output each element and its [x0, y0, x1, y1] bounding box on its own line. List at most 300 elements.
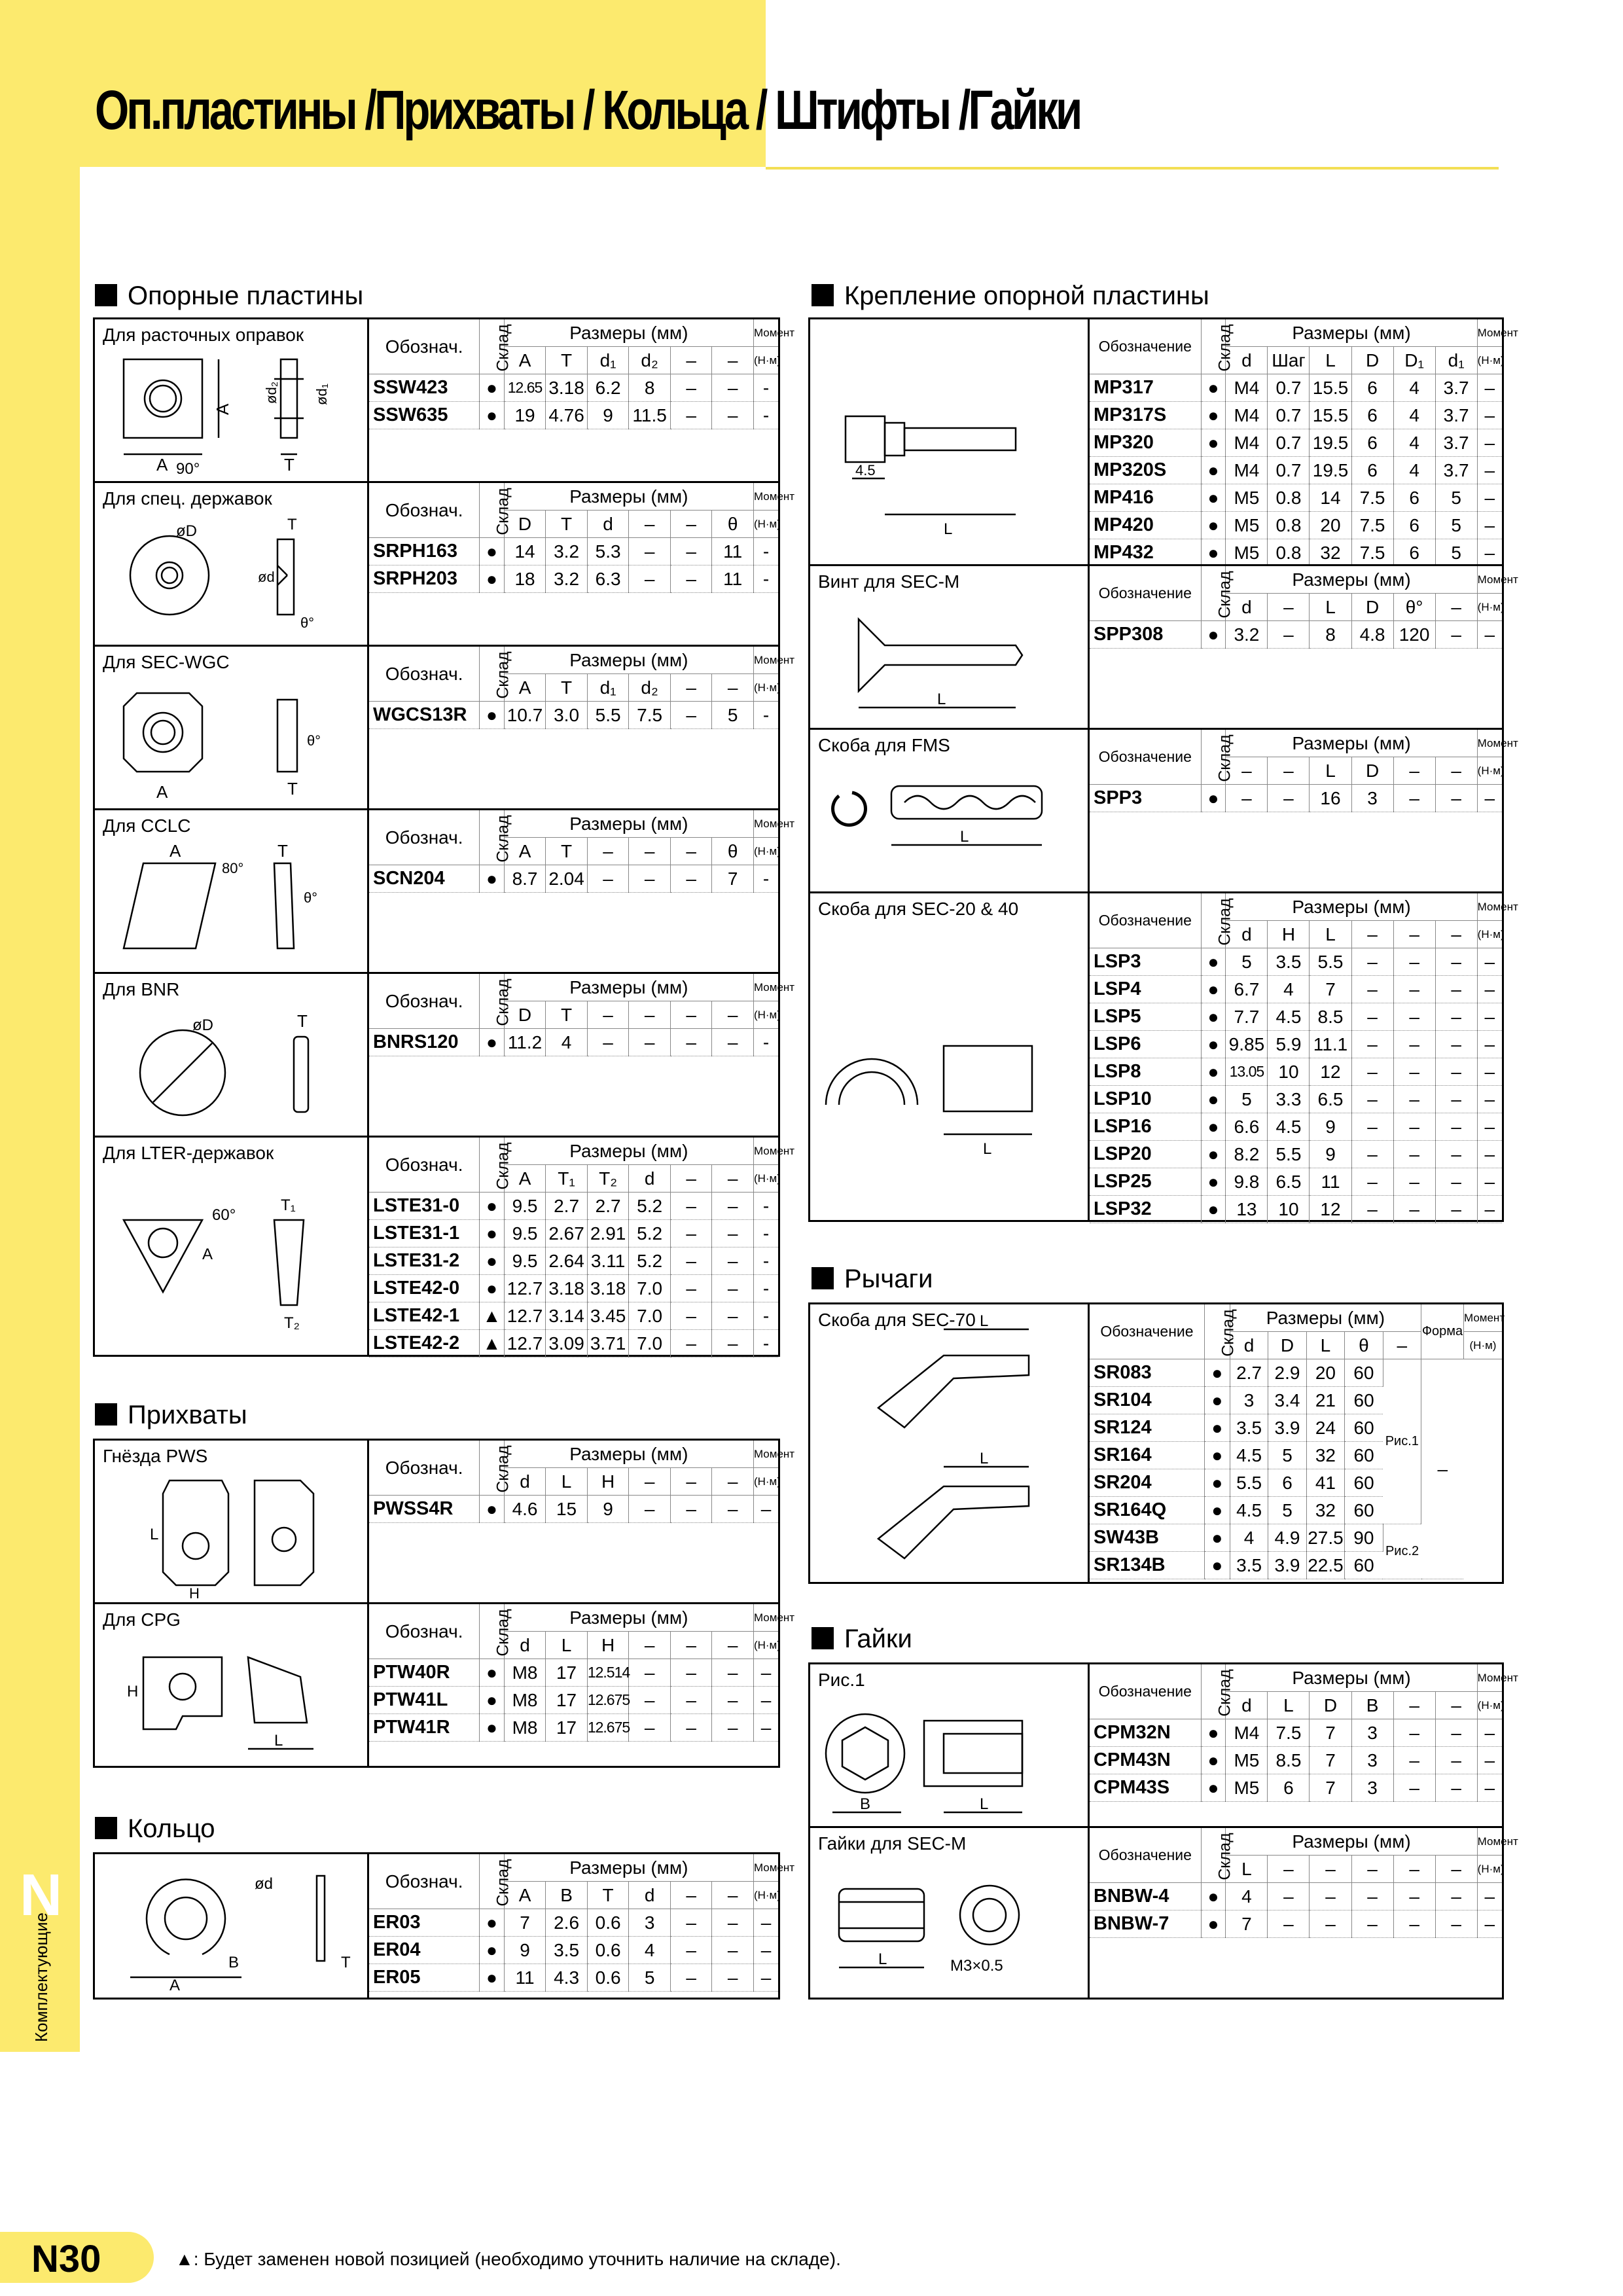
col-header: –: [1435, 757, 1477, 785]
product-code: MP320: [1090, 429, 1201, 457]
value-cell: 3.7: [1435, 402, 1477, 429]
block-label: Скоба для FMS: [818, 735, 950, 755]
value-cell: 7: [1226, 1910, 1268, 1938]
stock-mark: ●: [1201, 1774, 1226, 1802]
value-cell: 3.7: [1435, 429, 1477, 457]
block-ptw: [93, 1602, 795, 1768]
value-cell: 3.14: [546, 1302, 588, 1330]
col-header: d: [629, 1882, 671, 1909]
value-cell: 8.7: [504, 865, 546, 893]
col-header: B: [1351, 1692, 1393, 1719]
value-cell: –: [1435, 1113, 1477, 1141]
svg-text:T: T: [287, 516, 297, 533]
value-cell: 7: [1310, 1719, 1351, 1747]
forma-cell: Рис.2: [1383, 1524, 1421, 1579]
product-code: LSTE31-0: [369, 1193, 480, 1220]
value-cell: -: [753, 1275, 778, 1302]
value-cell: 0.8: [1268, 539, 1310, 567]
value-cell: 60: [1345, 1359, 1383, 1387]
product-code: LSP3: [1090, 948, 1201, 976]
value-cell: –: [1477, 621, 1502, 649]
value-cell: 5: [1268, 1442, 1306, 1469]
product-code: WGCS13R: [369, 702, 480, 729]
value-cell: 6: [1351, 429, 1393, 457]
product-code: LSTE42-0: [369, 1275, 480, 1302]
value-cell: –: [1435, 1031, 1477, 1058]
moment-unit: (Н·м): [753, 1632, 778, 1659]
col-header: A: [504, 347, 546, 374]
block-scn: [93, 808, 795, 974]
product-code: LSP8: [1090, 1058, 1201, 1086]
value-cell: 0.7: [1268, 429, 1310, 457]
value-cell: –: [712, 1687, 754, 1714]
value-cell: –: [1393, 1031, 1435, 1058]
value-cell: –: [670, 1029, 712, 1056]
value-cell: 3.18: [587, 1275, 629, 1302]
value-cell: –: [670, 1496, 712, 1523]
value-cell: –: [1393, 1774, 1435, 1802]
col-header: d: [1226, 347, 1268, 374]
value-cell: –: [629, 1496, 671, 1523]
value-cell: 0.6: [587, 1937, 629, 1964]
value-cell: 0.7: [1268, 374, 1310, 402]
section-rychagi: [812, 1265, 933, 1294]
moment-unit: (Н·м): [753, 1468, 778, 1496]
value-cell: 4.5: [1230, 1497, 1268, 1524]
value-cell: –: [1477, 1883, 1502, 1910]
value-cell: –: [1477, 1168, 1502, 1196]
col-header: –: [670, 1001, 712, 1029]
svg-text:L: L: [980, 1312, 989, 1330]
moment-unit: (Н·м): [753, 347, 778, 374]
product-code: SRPH203: [369, 565, 480, 593]
col-header: D: [1268, 1332, 1306, 1359]
value-cell: 12.675: [587, 1687, 629, 1714]
value-cell: 7: [504, 1909, 546, 1937]
code-header: Обознач.: [369, 974, 480, 1029]
sklad-header: [1204, 1304, 1238, 1359]
value-cell: –: [1268, 1883, 1310, 1910]
value-cell: 6: [1268, 1774, 1310, 1802]
svg-text:60°: 60°: [212, 1206, 236, 1224]
value-cell: –: [670, 374, 712, 402]
value-cell: 4.5: [1268, 1113, 1310, 1141]
value-cell: 60: [1345, 1414, 1383, 1442]
sklad-header: [480, 319, 512, 374]
sklad-header: [1201, 566, 1234, 621]
value-cell: –: [1351, 1003, 1393, 1031]
value-cell: –: [670, 1193, 712, 1220]
value-cell: 11: [504, 1964, 546, 1992]
value-cell: –: [629, 865, 671, 893]
sklad-header: [480, 483, 512, 538]
col-header: d: [504, 1468, 546, 1496]
value-cell: –: [1393, 1747, 1435, 1774]
value-cell: –: [1393, 1910, 1435, 1938]
stock-mark: ●: [1201, 621, 1226, 649]
moment-cell: –: [1421, 1359, 1464, 1579]
stock-mark: ●: [1201, 512, 1226, 539]
value-cell: –: [753, 1714, 778, 1742]
stock-mark: ●: [480, 1964, 505, 1992]
value-cell: 7: [1310, 1774, 1351, 1802]
block-spp308: [808, 564, 1518, 730]
stock-mark: ●: [1201, 1910, 1226, 1938]
value-cell: 3.18: [546, 1275, 588, 1302]
value-cell: 6.3: [587, 565, 629, 593]
value-cell: –: [1351, 1113, 1393, 1141]
value-cell: –: [1393, 785, 1435, 812]
value-cell: 32: [1306, 1442, 1344, 1469]
stock-mark: ▲: [480, 1302, 505, 1330]
stock-mark: ●: [1204, 1414, 1230, 1442]
value-cell: 10: [1268, 1196, 1310, 1223]
lste-table: [367, 1138, 795, 1355]
value-cell: 4.76: [546, 402, 588, 429]
product-code: SSW423: [369, 374, 480, 402]
value-cell: 9: [1310, 1113, 1351, 1141]
stock-mark: ●: [1201, 1747, 1226, 1774]
col-header: L: [1310, 757, 1351, 785]
stock-mark: ●: [1201, 1883, 1226, 1910]
col-header: d: [1226, 921, 1268, 948]
value-cell: 3.09: [546, 1330, 588, 1357]
svg-text:B: B: [860, 1795, 871, 1813]
side-tab-letter: N: [20, 1863, 62, 1928]
stock-mark: ●: [1204, 1524, 1230, 1552]
sklad-header: [480, 1854, 512, 1909]
value-cell: 2.9: [1268, 1359, 1306, 1387]
section-title: Гайки: [844, 1624, 912, 1653]
value-cell: M5: [1226, 484, 1268, 512]
value-cell: –: [1477, 1719, 1502, 1747]
moment-unit: (Н·м): [1477, 347, 1502, 374]
svg-text:ød: ød: [255, 1875, 274, 1893]
value-cell: M4: [1226, 1719, 1268, 1747]
product-code: CPM32N: [1090, 1719, 1201, 1747]
value-cell: –: [712, 1330, 754, 1357]
lste-drawing: [98, 1174, 359, 1351]
stock-mark: ▲: [480, 1330, 505, 1357]
col-header: L: [1226, 1856, 1268, 1883]
sklad-text: Склад: [493, 814, 512, 863]
value-cell: –: [587, 865, 629, 893]
value-cell: 6: [1351, 457, 1393, 484]
value-cell: 27.5: [1306, 1524, 1344, 1552]
col-header: –: [712, 1001, 754, 1029]
value-cell: 5: [1226, 948, 1268, 976]
col-header: θ°: [1393, 594, 1435, 621]
code-header: Обозначение: [1090, 319, 1201, 374]
value-cell: –: [1268, 785, 1310, 812]
value-cell: –: [1393, 948, 1435, 976]
value-cell: -: [753, 565, 778, 593]
product-code: CPM43S: [1090, 1774, 1201, 1802]
col-header: –: [670, 674, 712, 702]
product-code: BNRS120: [369, 1029, 480, 1056]
value-cell: 3: [1351, 1747, 1393, 1774]
svg-text:øD: øD: [192, 1016, 213, 1034]
sklad-text: Склад: [1215, 323, 1234, 372]
block-label: Для LTER-державок: [103, 1143, 274, 1163]
value-cell: M8: [504, 1659, 546, 1687]
product-code: PWSS4R: [369, 1496, 480, 1523]
sklad-text: Склад: [493, 1858, 512, 1907]
svg-text:T: T: [341, 1954, 351, 1971]
value-cell: 9.85: [1226, 1031, 1268, 1058]
value-cell: 12.7: [504, 1302, 546, 1330]
stock-mark: ●: [480, 1029, 505, 1056]
product-code: LSP25: [1090, 1168, 1201, 1196]
value-cell: –: [1351, 1058, 1393, 1086]
stock-mark: ●: [1201, 785, 1226, 812]
moment-header: Момент: [1477, 319, 1502, 347]
product-code: BNBW-7: [1090, 1910, 1201, 1938]
razmery-header: Размеры (мм): [1226, 893, 1477, 921]
value-cell: 5: [1435, 539, 1477, 567]
value-cell: –: [670, 1275, 712, 1302]
sklad-text: Склад: [1215, 1668, 1234, 1717]
value-cell: –: [1477, 1774, 1502, 1802]
value-cell: 6.7: [1226, 976, 1268, 1003]
value-cell: 3.18: [546, 374, 588, 402]
value-cell: M4: [1226, 429, 1268, 457]
section-opornye: [95, 281, 363, 311]
side-tab-word: Комплектующие: [31, 1912, 51, 2042]
value-cell: 6.5: [1310, 1086, 1351, 1113]
block-label: Винт для SEC-M: [818, 571, 960, 592]
product-code: LSP32: [1090, 1196, 1201, 1223]
value-cell: –: [1351, 1168, 1393, 1196]
stock-mark: ●: [1204, 1497, 1230, 1524]
sklad-text: Склад: [493, 323, 512, 372]
value-cell: 5.9: [1268, 1031, 1310, 1058]
block-label: Для SEC-WGC: [103, 652, 230, 672]
product-code: LSP16: [1090, 1113, 1201, 1141]
stock-mark: ●: [1201, 1113, 1226, 1141]
value-cell: 19.5: [1310, 457, 1351, 484]
moment-header: Момент: [753, 1604, 778, 1632]
col-header: –: [1351, 1856, 1393, 1883]
value-cell: 60: [1345, 1469, 1383, 1497]
value-cell: –: [1351, 976, 1393, 1003]
col-header: T: [546, 838, 588, 865]
value-cell: –: [1393, 1141, 1435, 1168]
col-header: –: [629, 511, 671, 538]
value-cell: –: [670, 402, 712, 429]
stock-mark: ●: [480, 1193, 505, 1220]
value-cell: –: [1310, 1910, 1351, 1938]
stock-mark: ●: [480, 1220, 505, 1247]
value-cell: 60: [1345, 1387, 1383, 1414]
er-drawing: [98, 1856, 359, 1994]
value-cell: 3: [1230, 1387, 1268, 1414]
value-cell: 4.9: [1268, 1524, 1306, 1552]
sklad-header: [480, 810, 512, 865]
value-cell: 14: [504, 538, 546, 565]
block-ssw: [93, 317, 795, 483]
section-koltso: [95, 1814, 215, 1844]
value-cell: 5: [712, 702, 754, 729]
product-code: SR083: [1090, 1359, 1204, 1387]
product-code: MP420: [1090, 512, 1201, 539]
value-cell: 3: [1351, 785, 1393, 812]
value-cell: 5.5: [587, 702, 629, 729]
stock-mark: ●: [480, 374, 505, 402]
value-cell: –: [1477, 976, 1502, 1003]
value-cell: –: [753, 1937, 778, 1964]
ssw-table: [367, 319, 795, 481]
value-cell: –: [712, 1220, 754, 1247]
stock-mark: ●: [480, 1496, 505, 1523]
value-cell: 3: [1351, 1774, 1393, 1802]
value-cell: –: [1477, 429, 1502, 457]
srph-table: [367, 483, 795, 645]
razmery-header: Размеры (мм): [1226, 1828, 1477, 1856]
col-header: D: [1351, 594, 1393, 621]
block-wgcs: [93, 645, 795, 810]
value-cell: 3.5: [546, 1937, 588, 1964]
ssw-drawing: [98, 346, 359, 477]
stock-mark: ●: [1201, 1003, 1226, 1031]
svg-text:4.5: 4.5: [855, 462, 876, 478]
product-code: SSW635: [369, 402, 480, 429]
stock-mark: ●: [1201, 976, 1226, 1003]
svg-text:A: A: [169, 1977, 181, 1994]
product-code: SCN204: [369, 865, 480, 893]
sklad-text: Склад: [1219, 1308, 1238, 1357]
value-cell: 3.2: [546, 565, 588, 593]
ptw-drawing: [98, 1631, 359, 1762]
svg-text:A: A: [156, 455, 168, 475]
value-cell: –: [587, 1029, 629, 1056]
value-cell: -: [753, 702, 778, 729]
moment-header: Момент: [753, 1441, 778, 1468]
svg-text:T: T: [284, 455, 294, 475]
col-header: –: [1268, 1856, 1310, 1883]
col-header: T: [546, 511, 588, 538]
product-code: SPP308: [1090, 621, 1201, 649]
col-header: –: [1435, 594, 1477, 621]
value-cell: 8.5: [1268, 1747, 1310, 1774]
value-cell: 9: [587, 402, 629, 429]
value-cell: 3.45: [587, 1302, 629, 1330]
svg-text:A: A: [202, 1246, 213, 1263]
product-code: MP432: [1090, 539, 1201, 567]
col-header: B: [546, 1882, 588, 1909]
value-cell: –: [1435, 976, 1477, 1003]
block-label: Для расточных оправок: [103, 325, 304, 345]
block-spp3: [808, 728, 1518, 893]
value-cell: 3.5: [1230, 1552, 1268, 1579]
col-header: –: [1226, 757, 1268, 785]
col-header: L: [1310, 921, 1351, 948]
value-cell: 8.5: [1310, 1003, 1351, 1031]
forma-cell: Рис.1: [1383, 1359, 1421, 1524]
value-cell: 3: [629, 1909, 671, 1937]
svg-text:ød: ød: [258, 569, 275, 585]
value-cell: –: [1393, 1883, 1435, 1910]
stock-mark: ●: [1201, 1196, 1226, 1223]
product-code: SR164: [1090, 1442, 1204, 1469]
product-code: SPP3: [1090, 785, 1201, 812]
col-header: D: [504, 511, 546, 538]
value-cell: 3.3: [1268, 1086, 1310, 1113]
value-cell: 4.5: [1268, 1003, 1310, 1031]
value-cell: 12.65: [504, 374, 546, 402]
value-cell: –: [1393, 1086, 1435, 1113]
col-header: –: [670, 1882, 712, 1909]
col-header: –: [670, 1468, 712, 1496]
value-cell: M5: [1226, 539, 1268, 567]
value-cell: 4.3: [546, 1964, 588, 1992]
sklad-text: Склад: [493, 651, 512, 699]
col-header: A: [504, 838, 546, 865]
col-header: d: [587, 511, 629, 538]
section-gaiki: [812, 1624, 912, 1654]
svg-text:L: L: [274, 1732, 283, 1749]
value-cell: 12.675: [587, 1714, 629, 1742]
value-cell: –: [753, 1496, 778, 1523]
value-cell: –: [1435, 948, 1477, 976]
moment-unit: (Н·м): [753, 1165, 778, 1193]
value-cell: –: [712, 1496, 754, 1523]
product-code: PTW41L: [369, 1687, 480, 1714]
value-cell: –: [1477, 539, 1502, 567]
value-cell: 11: [712, 538, 754, 565]
header-rule: [766, 167, 1499, 170]
moment-header: Момент: [753, 810, 778, 838]
value-cell: –: [1268, 1910, 1310, 1938]
value-cell: 14: [1310, 484, 1351, 512]
value-cell: –: [1351, 948, 1393, 976]
value-cell: 7.0: [629, 1275, 671, 1302]
value-cell: 8: [629, 374, 671, 402]
value-cell: 6.6: [1226, 1113, 1268, 1141]
moment-header: Момент: [1477, 1664, 1502, 1692]
value-cell: 60: [1345, 1442, 1383, 1469]
razmery-header: Размеры (мм): [504, 974, 753, 1001]
value-cell: –: [753, 1964, 778, 1992]
value-cell: –: [1393, 976, 1435, 1003]
value-cell: -: [753, 1193, 778, 1220]
lsp-table: [1088, 893, 1518, 1220]
razmery-header: Размеры (мм): [504, 483, 753, 511]
value-cell: 9.5: [504, 1193, 546, 1220]
col-header: –: [1268, 757, 1310, 785]
block-lste: [93, 1136, 795, 1357]
value-cell: 7.0: [629, 1302, 671, 1330]
spp3-drawing: [813, 757, 1075, 888]
svg-text:ød₂: ød₂: [263, 381, 279, 404]
razmery-header: Размеры (мм): [504, 810, 753, 838]
col-header: d: [1226, 594, 1268, 621]
svg-text:L: L: [150, 1526, 159, 1543]
value-cell: –: [670, 702, 712, 729]
moment-unit: (Н·м): [1477, 594, 1502, 621]
code-header: Обозначение: [1090, 1664, 1201, 1719]
product-code: LSTE42-1: [369, 1302, 480, 1330]
value-cell: 17: [546, 1687, 588, 1714]
product-code: SR104: [1090, 1387, 1204, 1414]
value-cell: 4: [1393, 457, 1435, 484]
product-code: LSP20: [1090, 1141, 1201, 1168]
col-header: –: [587, 1001, 629, 1029]
value-cell: 13.05: [1226, 1058, 1268, 1086]
sklad-text: Склад: [493, 1608, 512, 1657]
value-cell: –: [1351, 1031, 1393, 1058]
pwss-drawing: [98, 1467, 359, 1602]
